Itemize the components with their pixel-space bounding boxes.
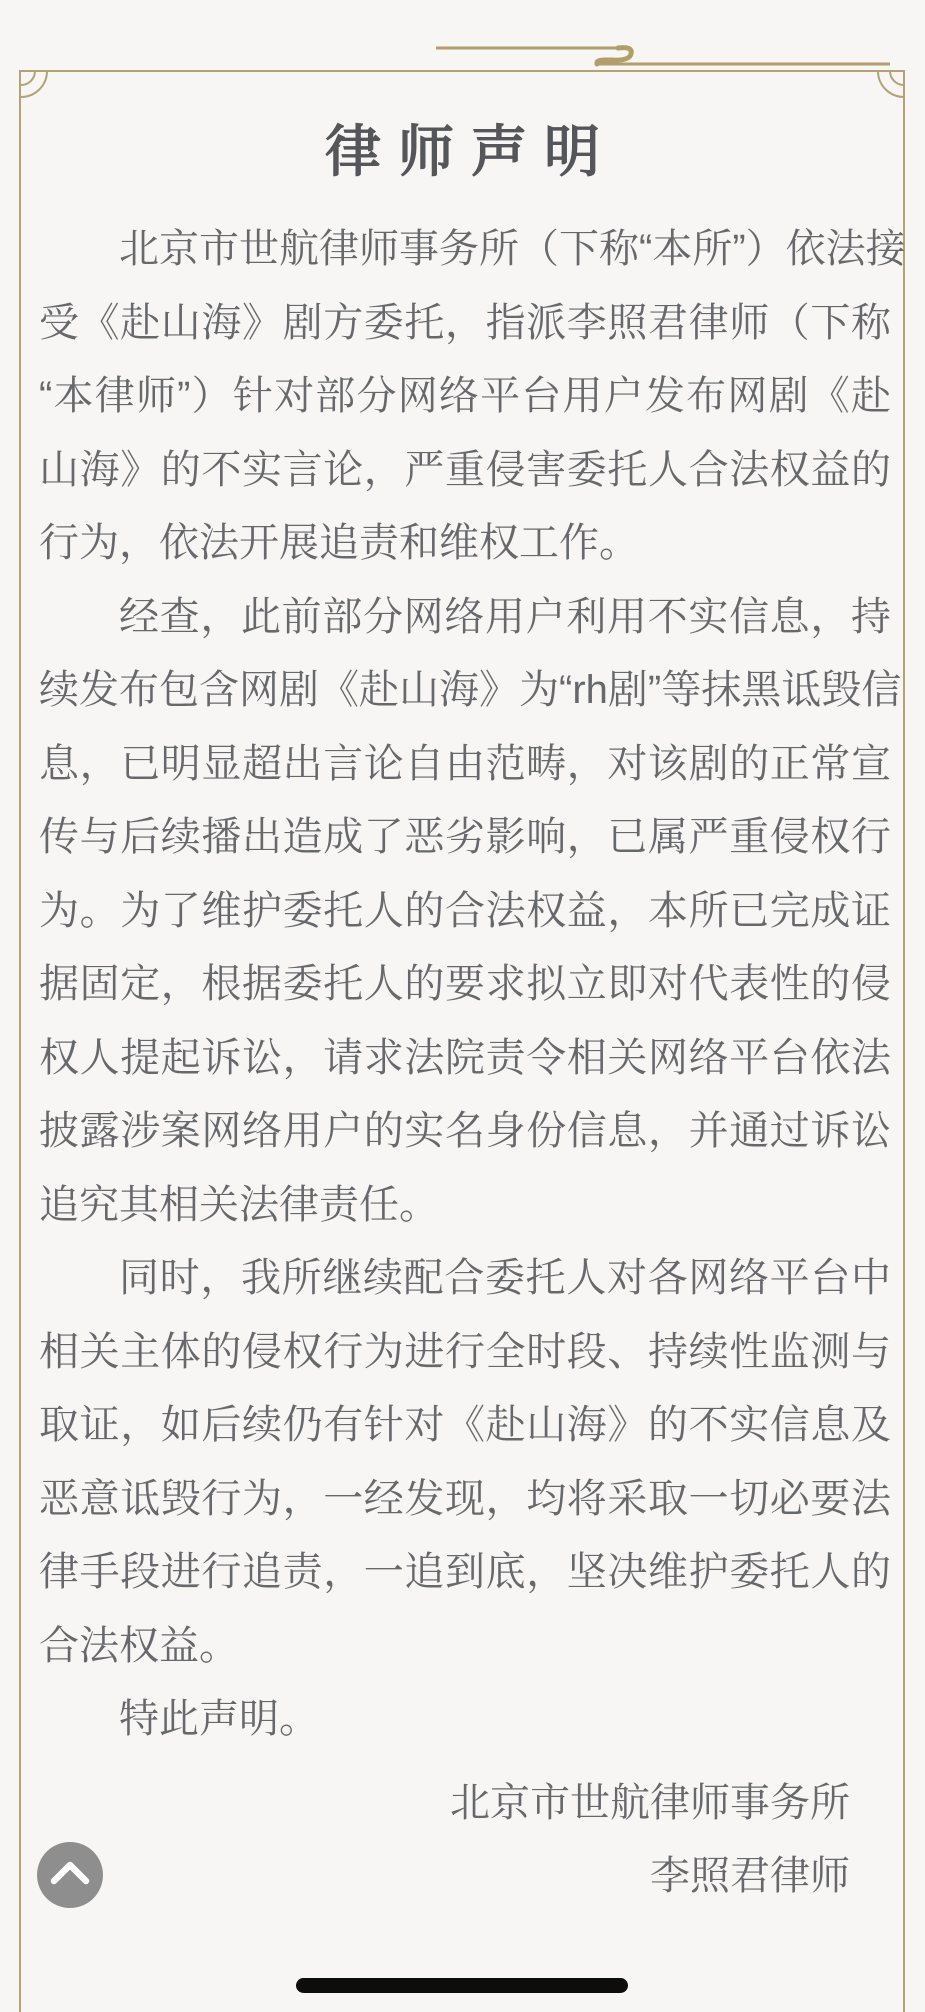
statement-line: 相关主体的侵权行为进行全时段、持续性监测与 [39, 1329, 891, 1374]
statement-body [39, 213, 906, 1914]
statement-line: 山海》的不实言论，严重侵害委托人合法权益的 [39, 447, 891, 492]
statement-line: 续发布包含网剧《赴山海》为“rh剧”等抹黑诋毁信 [39, 668, 902, 712]
statement-line: 特此声明。 [119, 1697, 319, 1741]
statement-line: 取证，如后续仍有针对《赴山海》的不实信息及 [39, 1403, 891, 1447]
statement-line: 息，已明显超出言论自由范畴，对该剧的正常宣 [39, 741, 891, 786]
home-indicator[interactable] [296, 1978, 628, 1993]
chevron-up-icon [37, 1842, 103, 1908]
statement-line: 合法权益。 [39, 1623, 239, 1668]
document-title: 律师声明 [325, 120, 617, 183]
statement-line: 行为，依法开展追责和维权工作。 [39, 521, 639, 565]
statement-line: 传与后续播出造成了恶劣影响，已属严重侵权行 [39, 815, 891, 859]
statement-line: 据固定，根据委托人的要求拟立即对代表性的侵 [39, 962, 891, 1006]
statement-line: 经查，此前部分网络用户利用不实信息，持 [119, 594, 891, 639]
statement-line: 律手段进行追责，一追到底，坚决维护委托人的 [39, 1550, 891, 1594]
statement-line: 受《赴山海》剧方委托，指派李照君律师（下称 [39, 300, 891, 345]
statement-line: 恶意诋毁行为，一经发现，均将采取一切必要法 [39, 1476, 891, 1521]
scroll-to-top-button[interactable] [37, 1842, 103, 1908]
signature-firm: 北京市世航律师事务所 [450, 1780, 850, 1825]
statement-line: 追究其相关法律责任。 [39, 1182, 439, 1227]
statement-line: “本律师”）针对部分网络平台用户发布网剧《赴 [39, 374, 891, 418]
signature-block [39, 1767, 891, 1914]
statement-line: 权人提起诉讼，请求法院责令相关网络平台依法 [39, 1035, 891, 1080]
statement-line: 北京市世航律师事务所（下称“本所”）依法接 [119, 227, 906, 271]
statement-line: 同时，我所继续配合委托人对各网络平台中 [119, 1256, 891, 1300]
statement-line: 为。为了维护委托人的合法权益，本所已完成证 [39, 888, 891, 933]
statement-line: 披露涉案网络用户的实名身份信息，并通过诉讼 [39, 1109, 891, 1153]
signature-lawyer: 李照君律师 [650, 1854, 850, 1898]
